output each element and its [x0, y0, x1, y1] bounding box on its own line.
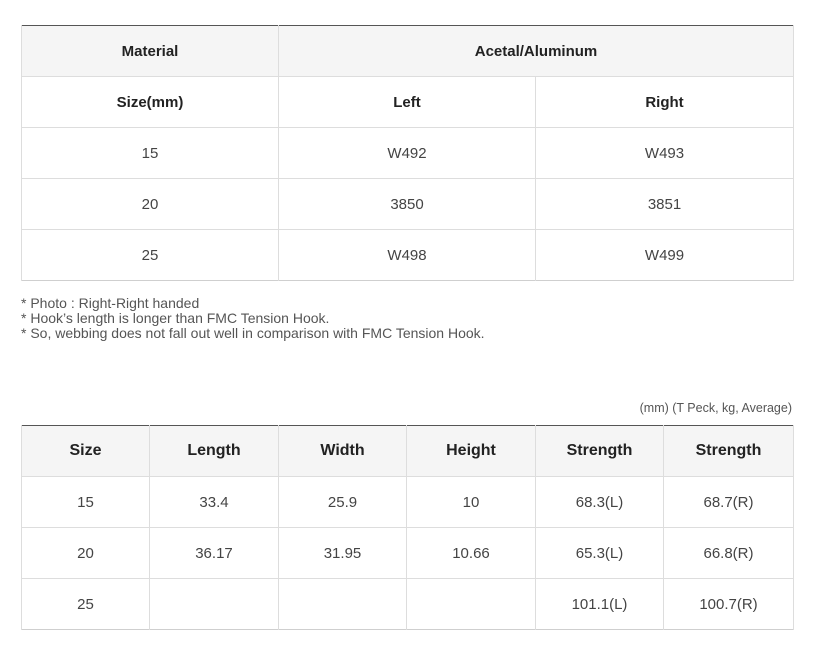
- table-cell: 33.4: [150, 477, 279, 528]
- dimensions-header-row: [22, 426, 794, 477]
- table-cell: 10.66: [407, 528, 536, 579]
- table-cell: 66.8(R): [664, 528, 794, 579]
- right-header: Right: [536, 77, 794, 128]
- table-cell: 15: [22, 477, 150, 528]
- notes: [21, 296, 485, 341]
- right-cell: 3851: [536, 179, 794, 230]
- material-value: Acetal/Aluminum: [279, 26, 794, 77]
- table-row: [22, 128, 794, 179]
- column-header: Width: [279, 426, 407, 477]
- table-cell: 65.3(L): [536, 528, 664, 579]
- table-cell: 25: [22, 579, 150, 630]
- table-cell: 68.7(R): [664, 477, 794, 528]
- table-cell: 31.95: [279, 528, 407, 579]
- column-header: Size: [22, 426, 150, 477]
- table-cell: [150, 579, 279, 630]
- dimensions-table: [21, 425, 794, 630]
- table-cell: 101.1(L): [536, 579, 664, 630]
- left-header: Left: [279, 77, 536, 128]
- note-line: * So, webbing does not fall out well in comparison with FMC Tension Hook.: [21, 325, 485, 341]
- note-line: * Photo : Right-Right handed: [21, 295, 200, 311]
- part-number-table: [21, 25, 794, 281]
- table-cell: 100.7(R): [664, 579, 794, 630]
- table-cell: 68.3(L): [536, 477, 664, 528]
- table-cell: 36.17: [150, 528, 279, 579]
- column-header: Strength: [664, 426, 794, 477]
- right-cell: W493: [536, 128, 794, 179]
- size-cell: 25: [22, 230, 279, 281]
- table-row: [22, 179, 794, 230]
- left-cell: W492: [279, 128, 536, 179]
- material-label: Material: [22, 26, 279, 77]
- table-row: [22, 528, 794, 579]
- right-cell: W499: [536, 230, 794, 281]
- size-header: Size(mm): [22, 77, 279, 128]
- table-row: [22, 477, 794, 528]
- column-header: Height: [407, 426, 536, 477]
- table-cell: [279, 579, 407, 630]
- unit-note: (mm) (T Peck, kg, Average): [639, 401, 792, 415]
- table-cell: 10: [407, 477, 536, 528]
- table-cell: [407, 579, 536, 630]
- size-cell: 20: [22, 179, 279, 230]
- column-header: Strength: [536, 426, 664, 477]
- left-cell: W498: [279, 230, 536, 281]
- table-row: [22, 579, 794, 630]
- left-cell: 3850: [279, 179, 536, 230]
- size-cell: 15: [22, 128, 279, 179]
- table-row: [22, 230, 794, 281]
- column-header: Length: [150, 426, 279, 477]
- size-header-row: [22, 77, 794, 128]
- note-line: * Hook’s length is longer than FMC Tension Hook.: [21, 310, 330, 326]
- material-header-row: [22, 26, 794, 77]
- table-cell: 25.9: [279, 477, 407, 528]
- table-cell: 20: [22, 528, 150, 579]
